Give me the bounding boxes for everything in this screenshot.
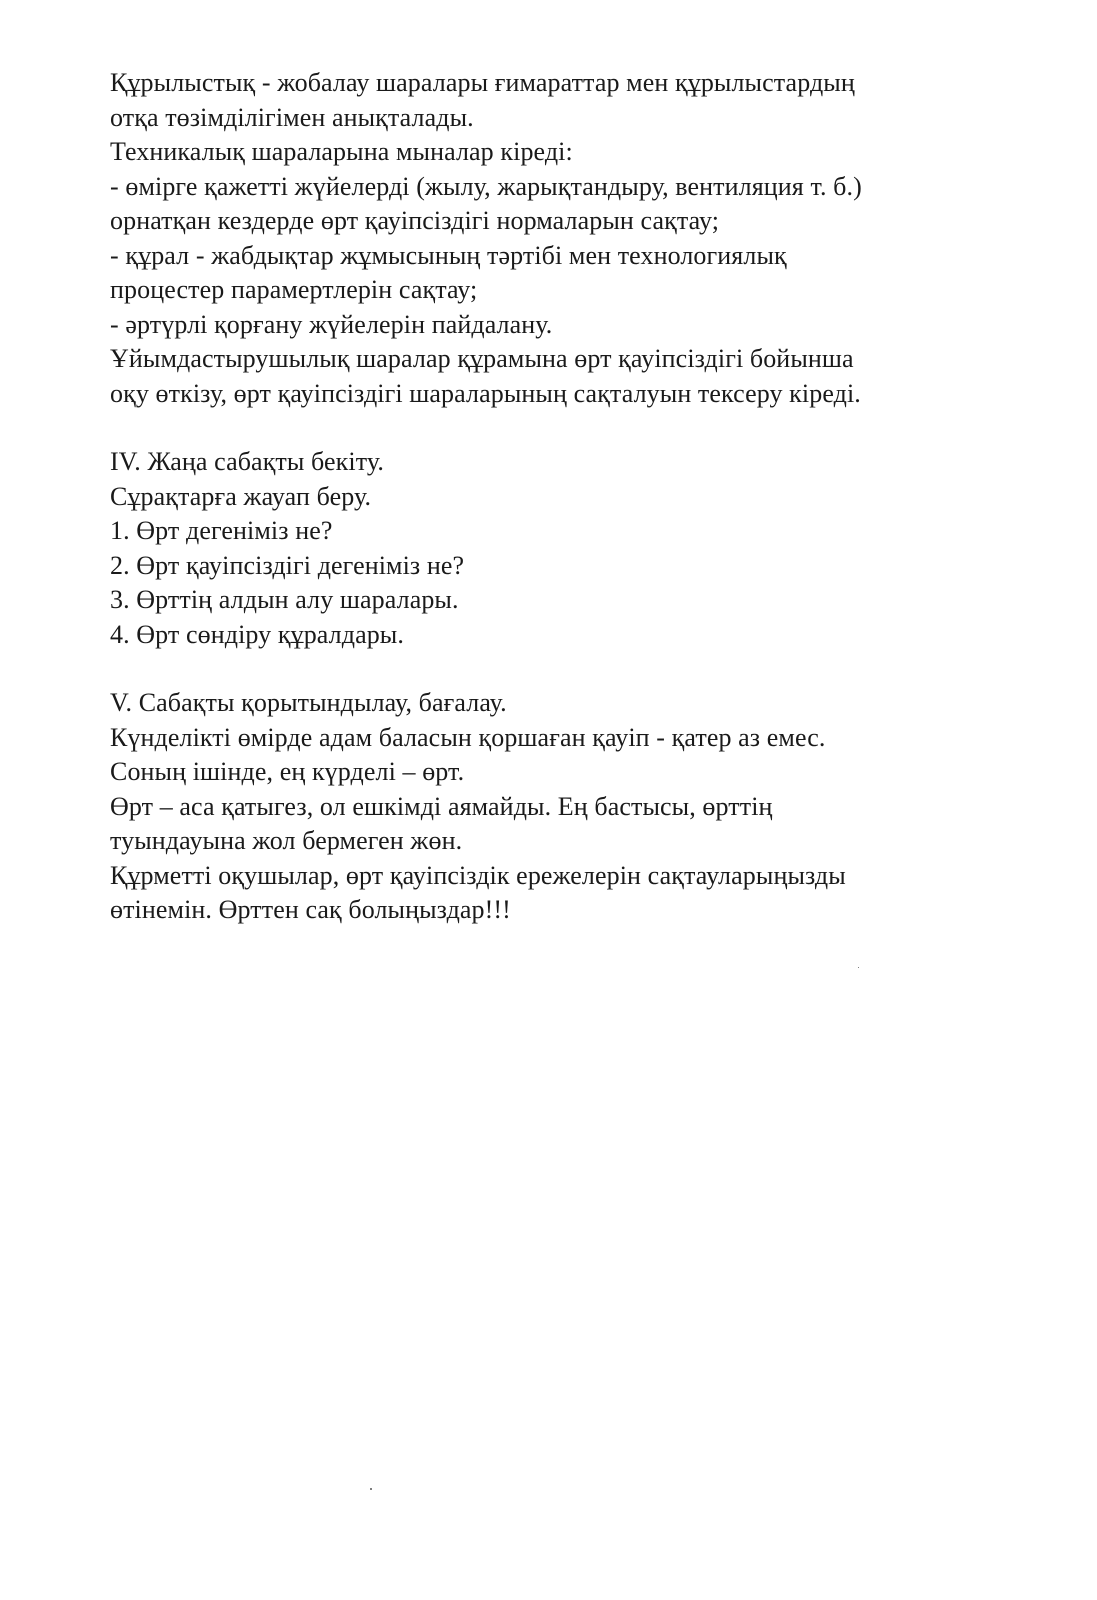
list-item-continuation: орнатқан кездерде өрт қауіпсіздігі нормаларын сақтау; <box>110 206 720 235</box>
paragraph-line: Соның ішінде, ең күрделі – өрт. <box>110 757 465 786</box>
paragraph-line: отқа төзімділігімен анықталады. <box>110 102 474 132</box>
paragraph-gap <box>110 652 1010 686</box>
list-item: - өмірге қажетті жүйелерді (жылу, жарықтандыру, вентиляция т. б.) <box>110 171 862 201</box>
paragraph-line: өтінемін. Өрттен сақ болыңыздар!!! <box>110 895 511 924</box>
paragraph-line: оқу өткізу, өрт қауіпсіздігі шараларының сақталуын тексеру кіреді. <box>110 378 861 408</box>
section-heading: IV. Жаңа сабақты бекіту. <box>110 447 384 476</box>
paragraph-line: Техникалық шараларына мыналар кіреді: <box>110 137 573 166</box>
paragraph-line: Өрт – аса қатыгез, ол ешкімді аямайды. Ең бастысы, өрттің <box>110 791 773 821</box>
question-item: 1. Өрт дегеніміз не? <box>110 516 333 545</box>
paragraph-gap <box>110 411 1010 445</box>
document-body <box>110 66 1010 928</box>
question-item: 4. Өрт сөндіру құралдары. <box>110 619 404 649</box>
paragraph-line: Ұйымдастырушылық шаралар құрамына өрт қауіпсіздігі бойынша <box>110 344 854 373</box>
list-item-continuation: процестер парамертлерін сақтау; <box>110 275 478 304</box>
list-item: - әртүрлі қорғану жүйелерін пайдалану. <box>110 309 553 339</box>
section-heading: V. Сабақты қорытындылау, бағалау. <box>110 688 507 717</box>
question-item: 3. Өрттің алдын алу шаралары. <box>110 585 459 614</box>
scan-speck <box>370 1488 372 1490</box>
paragraph-line: Құрылыстық - жобалау шаралары ғимараттар мен құрылыстардың <box>110 68 855 97</box>
paragraph-line: туындауына жол бермеген жөн. <box>110 826 463 855</box>
scan-speck <box>858 967 859 968</box>
question-item: 2. Өрт қауіпсіздігі дегеніміз не? <box>110 550 465 580</box>
list-item: - құрал - жабдықтар жұмысының тәртібі мен технологиялық <box>110 240 787 270</box>
section-subheading: Сұрақтарға жауап беру. <box>110 481 372 511</box>
paragraph-line: Құрметті оқушылар, өрт қауіпсіздік ережелерін сақтауларыңызды <box>110 860 846 890</box>
paragraph-line: Күнделікті өмірде адам баласын қоршаған қауіп - қатер аз емес. <box>110 722 826 752</box>
